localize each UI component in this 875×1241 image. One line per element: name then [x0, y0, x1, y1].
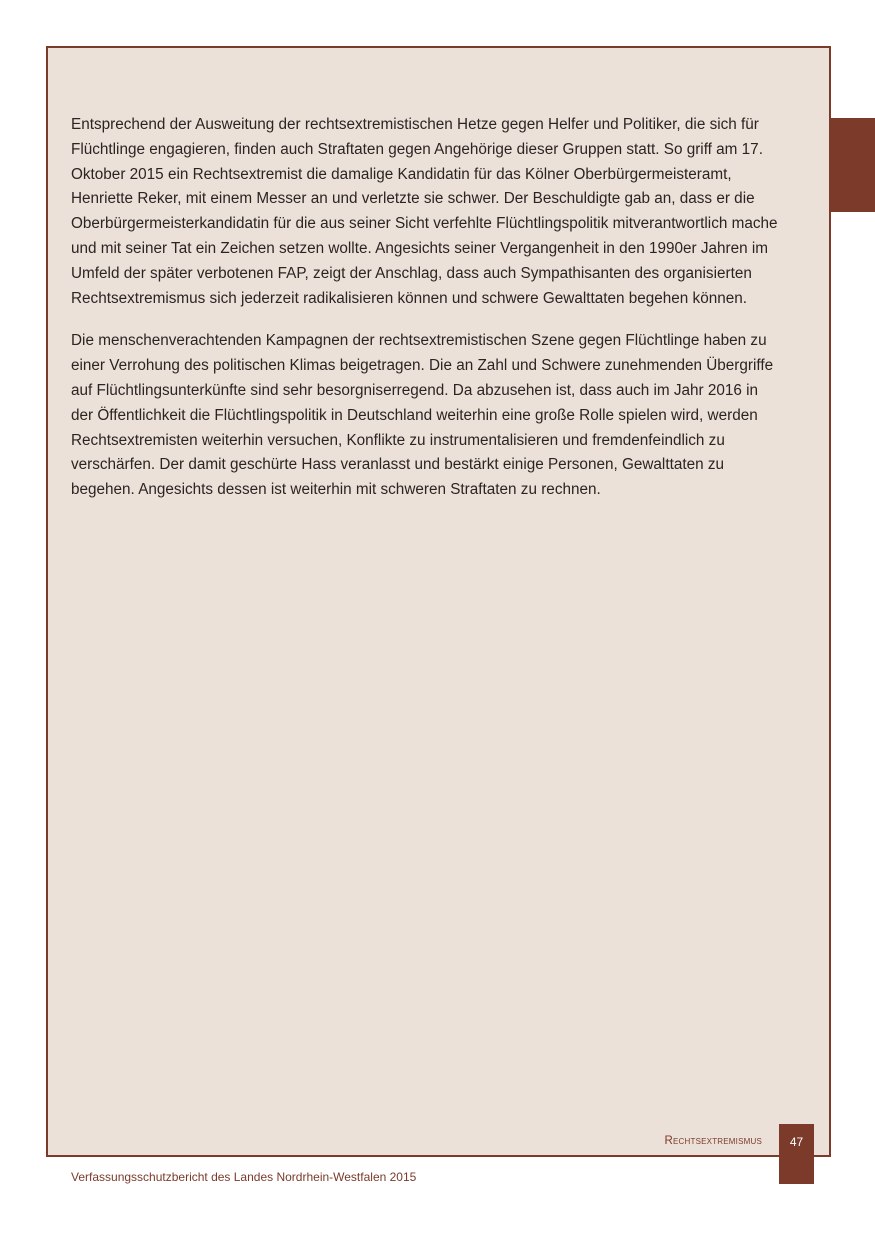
- body-text: [71, 113, 783, 521]
- chapter-tab: [829, 118, 875, 212]
- running-head: Rechtsextremismus: [664, 1135, 762, 1147]
- page-number-box: [779, 1124, 814, 1184]
- footer-text: Verfassungsschutzbericht des Landes Nordrhein-Westfalen 2015: [71, 1170, 417, 1184]
- page-number: 47: [789, 1135, 804, 1149]
- paragraph-1: Entsprechend der Ausweitung der rechtsextremistischen Hetze gegen Helfer und Politiker, die sich für Flüchtlinge engagieren, finden auch Straftaten gegen Angehörige dieser Gruppen statt. So griff am 17. Oktober 2015 ein Rechtsextremist die damalige Kandidatin für das Kölner Oberbürgermeisteramt, Henriette Reker, mit einem Messer an und verletzte sie schwer. Der Beschuldigte gab an, dass er die Oberbürgermeisterkandidatin für die aus seiner Sicht verfehlte Flüchtlingspolitik mitverantwortlich mache und mit seiner Tat ein Zeichen setzen wollte. Angesichts seiner Vergangenheit in den 1990er Jahren im Umfeld der später verbotenen FAP, zeigt der Anschlag, dass auch Sympathisanten des organisierten Rechtsextremismus sich jederzeit radikalisieren können und schwere Gewalttaten begehen können.: [71, 116, 778, 307]
- paragraph-2: Die menschenverachtenden Kampagnen der rechtsextremistischen Szene gegen Flüchtlinge haben zu einer Verrohung des politischen Klimas beigetragen. Die an Zahl und Schwere zunehmenden Übergriffe auf Flüchtlingsunterkünfte sind sehr besorgniserregend. Da abzusehen ist, dass auch im Jahr 2016 in der Öffentlichkeit die Flüchtlingspolitik in Deutschland weiterhin eine große Rolle spielen wird, werden Rechtsextremisten weiterhin versuchen, Konflikte zu instrumentalisieren und fremdenfeindlich zu verschärfen. Der damit geschürte Hass veranlasst und bestärkt einige Personen, Gewalttaten zu begehen. Angesichts dessen ist weiterhin mit schweren Straftaten zu rechnen.: [71, 332, 774, 499]
